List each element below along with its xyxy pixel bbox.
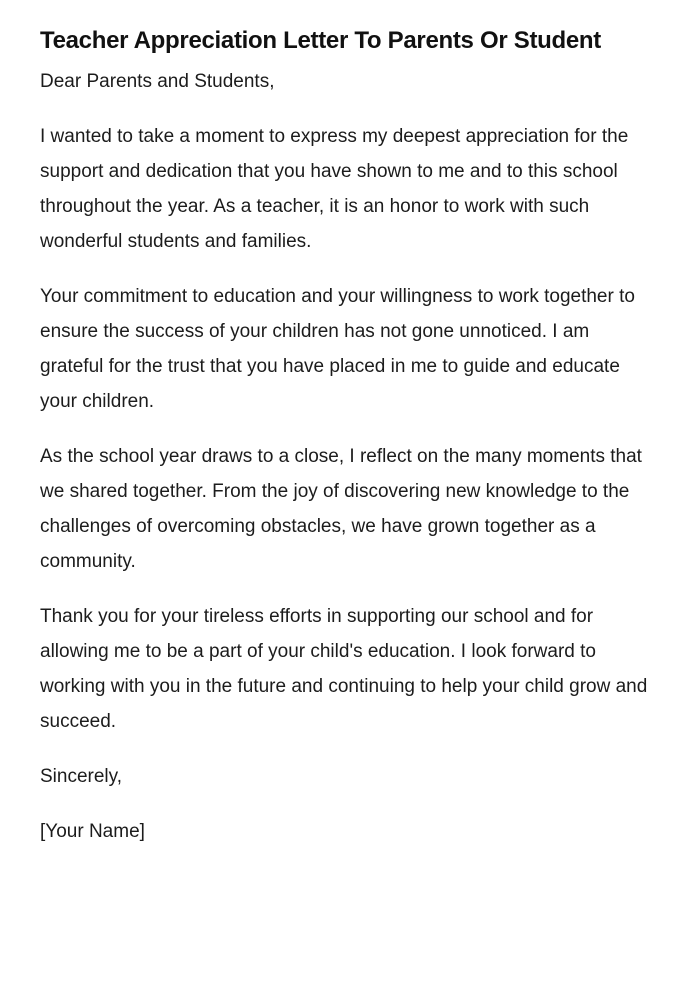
letter-paragraph: As the school year draws to a close, I reflect on the many moments that we shared together. From the joy of discovering new knowledge to the challenges of overcoming obstacles, we have grown together as a community. bbox=[40, 446, 642, 572]
letter-signature: [Your Name] bbox=[40, 821, 145, 842]
letter-closing: Sincerely, bbox=[40, 766, 123, 787]
letter-paragraph: I wanted to take a moment to express my deepest appreciation for the support and dedication that you have shown to me and to this school throughout the year. As a teacher, it is an honor to work with such wonderful students and families. bbox=[40, 126, 629, 252]
letter-salutation: Dear Parents and Students, bbox=[40, 71, 275, 92]
letter-document bbox=[40, 19, 650, 869]
letter-paragraph: Your commitment to education and your willingness to work together to ensure the success of your children has not gone unnoticed. I am grateful for the trust that you have placed in me to guide and educate your children. bbox=[40, 286, 635, 412]
letter-title: Teacher Appreciation Letter To Parents Or Student bbox=[40, 27, 601, 54]
letter-paragraph: Thank you for your tireless efforts in supporting our school and for allowing me to be a part of your child's education. I look forward to working with you in the future and continuing to help your child grow and succeed. bbox=[40, 606, 648, 732]
